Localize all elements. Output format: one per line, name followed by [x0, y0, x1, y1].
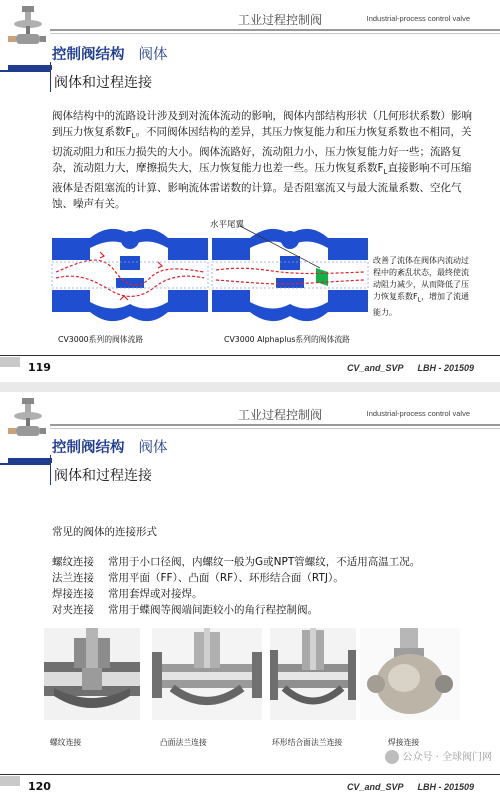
connection-row: 法兰连接 常用平面（FF）、凸面（RF）、环形结合面（RTJ）。: [52, 572, 344, 584]
section-name: 控制阀结构: [52, 440, 125, 456]
footer-rule: [0, 774, 500, 775]
caption-rf-flange: 凸面法兰连接: [160, 738, 207, 747]
section-name: 控制阀结构: [52, 47, 125, 63]
header-title-en: Industrial-process control valve: [366, 409, 470, 418]
fin-label: 水平尾翼: [210, 220, 245, 230]
slide-subtitle: 阀体和过程连接: [54, 468, 152, 484]
footer-rule: [0, 355, 500, 356]
slide-subtitle: 阀体和过程连接: [54, 75, 152, 91]
section-sub: 阀体: [138, 440, 168, 456]
page-number: 119: [28, 361, 51, 374]
title-vertical-rule: [50, 455, 51, 485]
connection-heading: 常见的阀体的连接形式: [52, 526, 157, 538]
footer-tab: [0, 776, 20, 786]
slide-120: [0, 392, 500, 799]
welded-connection-image: [360, 628, 460, 720]
footer-right: CV_and_SVP LBH - 201509: [346, 782, 474, 792]
alphaplus-note: 改善了流体在阀体内流动过程中的紊乱状态，最终使流动阻力减少，从而降低了压力恢复系数$F_L$，增加了流通能力。: [373, 256, 469, 317]
section-title: [52, 43, 168, 64]
section-title: [52, 436, 168, 457]
header-title-zh: 工业过程控制阀: [237, 13, 322, 27]
title-accent-line: [0, 463, 50, 465]
header-rule: [50, 424, 500, 426]
threaded-connection-image: [44, 628, 140, 720]
caption-threaded: 螺纹连接: [50, 738, 82, 747]
rf-flange-connection-image: [152, 628, 262, 720]
title-vertical-rule: [50, 62, 51, 92]
header-title-zh: 工业过程控制阀: [237, 408, 322, 422]
header-rule-thin: [50, 428, 500, 429]
header-rule: [50, 29, 500, 31]
slide-119: [0, 0, 500, 382]
caption-cv3000-alphaplus: CV3000 Alphaplus系列的阀体流路: [224, 335, 350, 344]
connection-row: 螺纹连接 常用于小口径阀，内螺纹一般为G或NPT管螺纹，不适用高温工况。: [52, 556, 421, 568]
wechat-watermark: 公众号 · 全球阀门网: [385, 748, 492, 764]
footer-right: CV_and_SVP LBH - 201509: [346, 363, 474, 373]
rtj-flange-connection-image: [270, 628, 356, 720]
title-accent-line: [0, 70, 50, 72]
page-number: 120: [28, 780, 51, 793]
caption-cv3000: CV3000系列的阀体流路: [58, 335, 144, 344]
slide-divider: [0, 382, 500, 392]
wechat-icon: [385, 750, 399, 764]
connection-row: 对夹连接 常用于蝶阀等阀端间距较小的角行程控制阀。: [52, 604, 318, 616]
cv3000-flow-diagram: [50, 212, 210, 330]
control-valve-logo: [6, 396, 48, 442]
caption-welded: 焊接连接: [388, 738, 420, 747]
connection-row: 焊接连接 常用套焊或对接焊。: [52, 588, 203, 600]
body-paragraph: 阀体结构中的流路设计涉及到对流体流动的影响，阀体内部结构形状（几何形状系数）影响到压力恢复系数$F_L$。不同阀体因结构的差异，其压力恢复能力和压力恢复系数也不相同，关切流动阻力和压力损失的大小。阀体流路好，流动阻力小，压力恢复能力好一些；流路复杂，流动阻力大，摩擦损失大，压力恢复能力也差一些。压力恢复系数$F_L$直接影响不可压缩液体是否阻塞流的计算、影响流体雷诺数的计算。是否阻塞流又与最大流量系数、空化气蚀、噪声有关。: [52, 110, 472, 211]
control-valve-logo: [6, 4, 48, 50]
footer-tab: [0, 357, 20, 367]
header-rule-thin: [50, 33, 500, 34]
header-title-en: Industrial-process control valve: [366, 14, 470, 23]
section-sub: 阀体: [138, 47, 168, 63]
caption-rtj-flange: 环形结合面法兰连接: [272, 738, 343, 747]
